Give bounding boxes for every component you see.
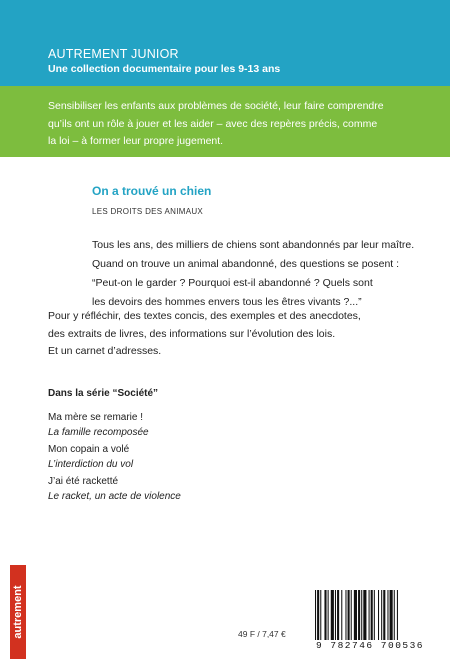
publisher-logo-text: autrement bbox=[12, 585, 24, 639]
intro-line: les devoirs des hommes envers tous les êtres vivants ?...” bbox=[92, 296, 362, 308]
mission-line: Sensibiliser les enfants aux problèmes de société, leur faire comprendre bbox=[48, 100, 384, 112]
barcode-bar bbox=[317, 590, 319, 640]
barcode-bar bbox=[341, 590, 342, 640]
series-item-subtitle: Le racket, un acte de violence bbox=[48, 491, 181, 502]
series-item-title: Mon copain a volé bbox=[48, 444, 130, 455]
intro-line: “Peut-on le garder ? Pourquoi est-il abandonné ? Quels sont bbox=[92, 277, 373, 289]
series-item-title: Ma mère se remarie ! bbox=[48, 412, 144, 423]
intro-line: Quand on trouve un animal abandonné, des questions se posent : bbox=[92, 258, 400, 270]
header-blue-band bbox=[0, 0, 450, 86]
barcode-bar bbox=[335, 590, 336, 640]
barcode-bar bbox=[390, 590, 393, 640]
barcode-bar bbox=[378, 590, 379, 640]
barcode-bar bbox=[387, 590, 388, 640]
barcode-bar bbox=[394, 590, 395, 640]
series-heading: Dans la série “Société” bbox=[48, 388, 159, 399]
collection-name: AUTREMENT JUNIOR bbox=[48, 47, 179, 61]
barcode-bar bbox=[381, 590, 382, 640]
collection-description: Une collection documentaire pour les 9-13 ans bbox=[48, 63, 281, 75]
body-line: Pour y réfléchir, des textes concis, des exemples et des anecdotes, bbox=[48, 310, 361, 322]
barcode-bar bbox=[348, 590, 350, 640]
body-line: des extraits de livres, des informations sur l’évolution des lois. bbox=[48, 327, 336, 340]
barcode-bar bbox=[363, 590, 366, 640]
barcode-bar bbox=[374, 590, 375, 640]
series-item-subtitle: L’interdiction du vol bbox=[48, 459, 134, 470]
mission-line: la loi – à former leur propre jugement. bbox=[48, 135, 224, 147]
series-item bbox=[48, 442, 181, 474]
mission-green-band bbox=[0, 86, 450, 157]
publisher-logo bbox=[10, 565, 26, 659]
barcode-bar bbox=[358, 590, 360, 640]
barcode-bar bbox=[351, 590, 352, 640]
barcode-bar bbox=[371, 590, 373, 640]
series-item-title: J’ai été racketté bbox=[48, 476, 119, 487]
isbn-barcode bbox=[305, 582, 435, 659]
body-paragraph bbox=[48, 308, 361, 361]
series-item-subtitle: La famille recomposée bbox=[48, 427, 149, 438]
barcode-bar bbox=[361, 590, 362, 640]
barcode-bar bbox=[369, 590, 370, 640]
barcode-bar bbox=[320, 590, 321, 640]
barcode-bar bbox=[354, 590, 357, 640]
intro-paragraph bbox=[92, 236, 414, 312]
barcode-bars bbox=[313, 590, 427, 640]
intro-line: Tous les ans, des milliers de chiens sont abandonnés par leur maître. bbox=[92, 239, 415, 251]
barcode-bar bbox=[331, 590, 334, 640]
series-item bbox=[48, 474, 181, 506]
barcode-bar bbox=[383, 590, 385, 640]
series-list bbox=[48, 410, 181, 506]
book-title: On a trouvé un chien bbox=[92, 184, 212, 198]
barcode-bar bbox=[337, 590, 339, 640]
mission-line: qu’ils ont un rôle à jouer et les aider – avec des repères précis, comme bbox=[48, 117, 378, 130]
barcode-bar bbox=[324, 590, 326, 640]
price-label: 49 F / 7,47 € bbox=[238, 629, 286, 639]
barcode-bar bbox=[315, 590, 316, 640]
barcode-number: 9 782746 700536 bbox=[315, 640, 424, 651]
series-item bbox=[48, 410, 181, 442]
book-subtitle: LES DROITS DES ANIMAUX bbox=[92, 207, 204, 216]
mission-text bbox=[48, 98, 428, 151]
barcode-bar bbox=[328, 590, 329, 640]
barcode-bar bbox=[345, 590, 346, 640]
body-line: Et un carnet d’adresses. bbox=[48, 345, 162, 357]
barcode-bar bbox=[397, 590, 398, 640]
